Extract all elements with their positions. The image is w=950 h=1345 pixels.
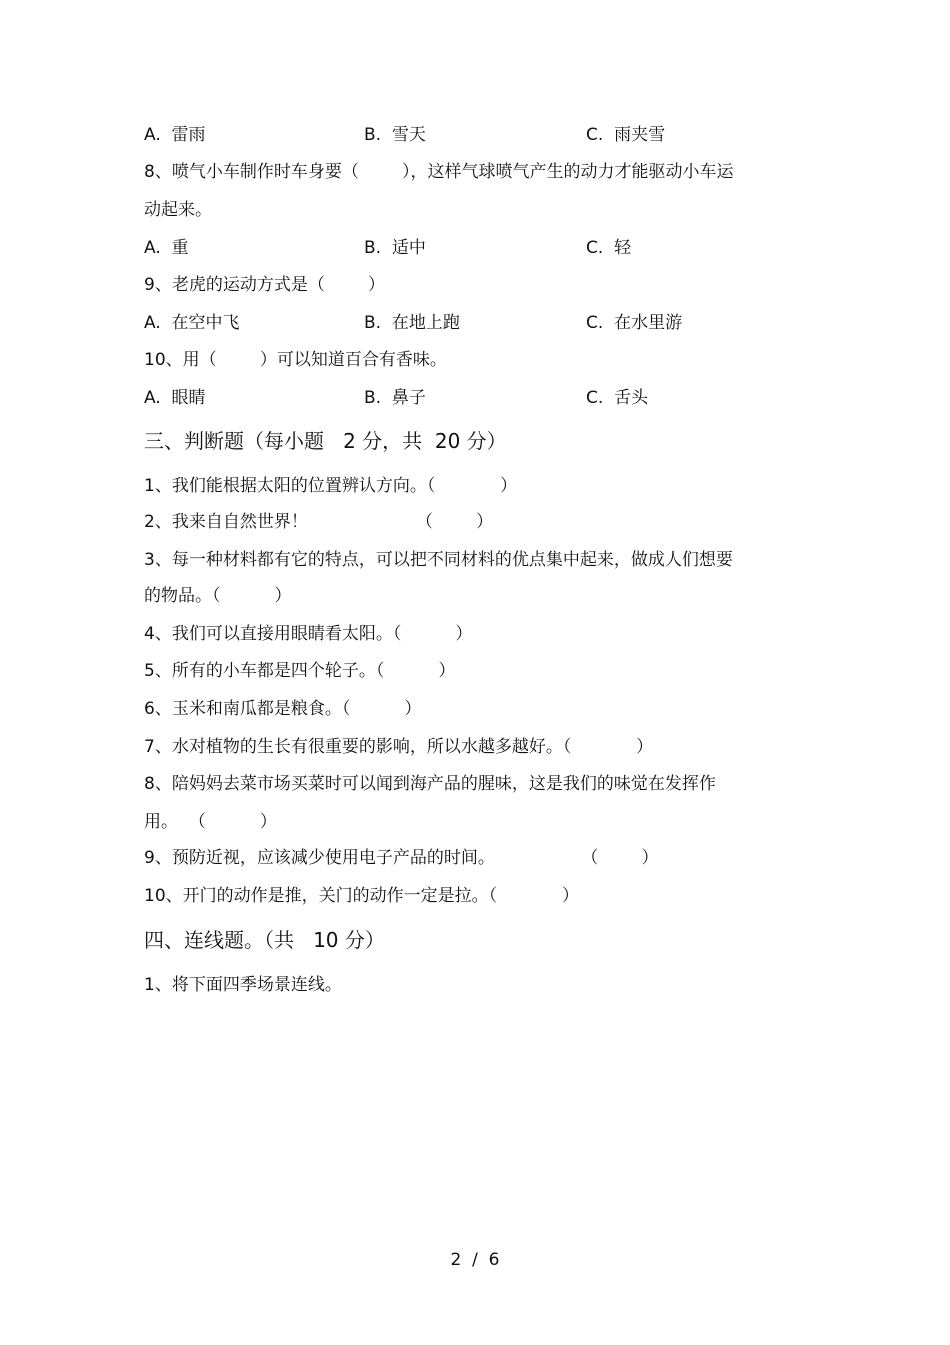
q7-option-a: A. 雷雨 xyxy=(144,125,206,145)
judge-item-1: 1、我们能根据太阳的位置辨认方向。（ ） xyxy=(144,476,518,496)
q8-text-line2: 动起来。 xyxy=(144,200,212,220)
q10-text: 10、用（ ）可以知道百合有香味。 xyxy=(144,350,447,370)
judge-item-3-line1: 3、每一种材料都有它的特点，可以把不同材料的优点集中起来，做成人们想要 xyxy=(144,550,733,570)
q10-option-a: A. 眼睛 xyxy=(144,388,206,408)
judge-item-8-line1: 8、陪妈妈去菜市场买菜时可以闻到海产品的腥味，这是我们的味觉在发挥作 xyxy=(144,774,716,794)
q10-option-c: C. 舌头 xyxy=(586,388,649,408)
judge-item-3-line2: 的物品。（ ） xyxy=(144,586,292,606)
judge-item-2: 2、我来自自然世界！ （ ） xyxy=(144,512,494,532)
judge-item-9: 9、预防近视，应该减少使用电子产品的时间。 （ ） xyxy=(144,848,659,868)
q9-option-b: B. 在地上跑 xyxy=(364,313,460,333)
judge-item-7: 7、水对植物的生长有很重要的影响，所以水越多越好。（ ） xyxy=(144,737,654,757)
matching-item-1: 1、将下面四季场景连线。 xyxy=(144,975,342,995)
q9-text: 9、老虎的运动方式是（ ） xyxy=(144,275,386,295)
q8-text-line1: 8、喷气小车制作时车身要（ ），这样气球喷气产生的动力才能驱动小车运 xyxy=(144,162,734,182)
judge-item-10: 10、开门的动作是推，关门的动作一定是拉。（ ） xyxy=(144,886,579,906)
q9-option-a: A. 在空中飞 xyxy=(144,313,240,333)
section3-heading: 三、判断题（每小题 2 分，共 20 分） xyxy=(144,429,507,453)
judge-item-5: 5、所有的小车都是四个轮子。（ ） xyxy=(144,661,456,681)
judge-item-6: 6、玉米和南瓜都是粮食。（ ） xyxy=(144,699,422,719)
section4-heading: 四、连线题。（共 10 分） xyxy=(144,928,385,952)
q8-option-a: A. 重 xyxy=(144,238,189,258)
judge-item-4: 4、我们可以直接用眼睛看太阳。（ ） xyxy=(144,624,473,644)
judge-item-8-line2: 用。 （ ） xyxy=(144,812,277,832)
q8-option-c: C. 轻 xyxy=(586,238,632,258)
q9-option-c: C. 在水里游 xyxy=(586,313,683,333)
page-number: 2 / 6 xyxy=(450,1250,500,1270)
q7-option-c: C. 雨夹雪 xyxy=(586,125,666,145)
q7-option-b: B. 雪天 xyxy=(364,125,426,145)
q8-option-b: B. 适中 xyxy=(364,238,426,258)
q10-option-b: B. 鼻子 xyxy=(364,388,426,408)
